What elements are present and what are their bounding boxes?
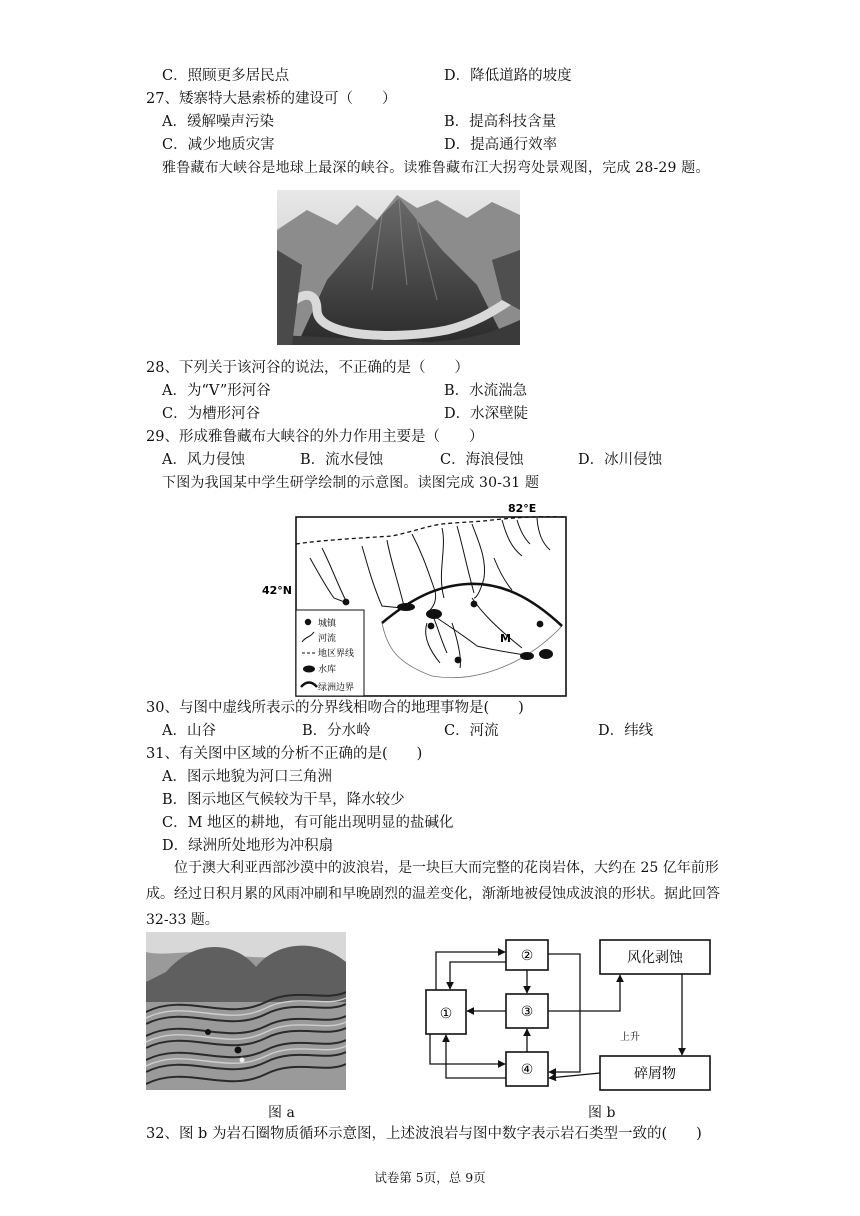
q31-option-a: A．图示地貌为河口三角洲	[162, 769, 332, 785]
label-1: ①	[439, 1006, 453, 1022]
q28-option-d: D．水深壁陡	[444, 406, 529, 422]
label-sediment: 碎屑物	[634, 1066, 676, 1082]
q29-option-b: B．流水侵蚀	[300, 452, 384, 468]
q27-option-a: A．缓解噪声污染	[162, 114, 274, 130]
q27-option-d: D．提高通行效率	[444, 137, 558, 153]
q29-option-a: A．风力侵蚀	[162, 452, 245, 468]
q31-option-c: C．M 地区的耕地，有可能出现明显的盐碱化	[162, 815, 454, 831]
q28-option-b: B．水流湍急	[444, 383, 528, 399]
legend-reservoir-icon	[303, 666, 315, 673]
q27-option-c: C．减少地质灾害	[162, 137, 275, 153]
label-4: ④	[520, 1062, 534, 1078]
legend-town: 城镇	[318, 619, 337, 629]
q30-stem: 30、与图中虚线所表示的分界线相吻合的地理事物是( )	[146, 700, 524, 716]
q32-stem: 32、图 b 为岩石圈物质循环示意图，上述波浪岩与图中数字表示岩石类型一致的( )	[146, 1126, 702, 1142]
label-2: ②	[520, 948, 534, 964]
oasis-map	[262, 498, 572, 698]
q31-option-d: D．绿洲所处地形为冲积扇	[162, 838, 334, 854]
q26-option-d: D．降低道路的坡度	[444, 68, 572, 84]
label-uplift: 上升	[620, 1032, 640, 1043]
q31-option-b: B．图示地区气候较为干旱，降水较少	[162, 792, 405, 808]
q28-stem: 28、下列关于该河谷的说法，不正确的是（ ）	[146, 360, 469, 376]
gorge-photo	[277, 190, 520, 345]
page-footer: 试卷第 5页，总 9页	[374, 1170, 486, 1185]
longitude-label: 82°E	[508, 502, 537, 515]
label-3: ③	[520, 1004, 534, 1020]
legend-boundary: 地区界线	[318, 649, 355, 659]
legend-reservoir: 水库	[318, 665, 337, 675]
q28-option-a: A．为“V”形河谷	[162, 383, 271, 399]
q30-option-a: A．山谷	[162, 723, 216, 739]
intro-32-33: 位于澳大利亚西部沙漠中的波浪岩，是一块巨大而完整的花岗岩体，大约在 25 亿年前形成。经过日积月累的风雨冲刷和早晚剧烈的温差变化，渐渐地被侵蚀成波浪的形状。据此回答 32-33 题。	[146, 860, 720, 928]
fig-b-caption: 图 b	[588, 1105, 616, 1121]
q30-option-d: D．纬线	[598, 723, 654, 739]
q28-option-c: C．为槽形河谷	[162, 406, 261, 422]
label-weathering: 风化剥蚀	[627, 950, 683, 966]
legend-river: 河流	[318, 634, 337, 644]
intro-28-29: 雅鲁藏布大峡谷是地球上最深的峡谷。读雅鲁藏布江大拐弯处景观图，完成 28-29 题。	[162, 160, 710, 176]
q29-stem: 29、形成雅鲁藏布大峡谷的外力作用主要是（ ）	[146, 429, 484, 445]
q29-option-d: D．冰川侵蚀	[578, 452, 663, 468]
legend-town-icon	[305, 619, 311, 625]
latitude-label: 42°N	[262, 584, 293, 597]
q31-stem: 31、有关图中区域的分析不正确的是( )	[146, 746, 423, 762]
rock-cycle-diagram	[420, 932, 720, 1094]
q29-option-c: C．海浪侵蚀	[440, 452, 524, 468]
q30-option-c: C．河流	[444, 723, 499, 739]
q26-option-c: C．照顾更多居民点	[162, 68, 290, 84]
legend-oasis: 绿洲边界	[318, 683, 355, 693]
m-label: M	[500, 632, 511, 645]
fig-a-caption: 图 a	[268, 1105, 295, 1121]
q27-stem: 27、矮寨特大悬索桥的建设可（ ）	[146, 91, 397, 107]
intro-30-31: 下图为我国某中学生研学绘制的示意图。读图完成 30-31 题	[162, 475, 540, 491]
wave-rock-photo	[146, 932, 346, 1090]
q30-option-b: B．分水岭	[302, 723, 371, 739]
q27-option-b: B．提高科技含量	[444, 114, 557, 130]
